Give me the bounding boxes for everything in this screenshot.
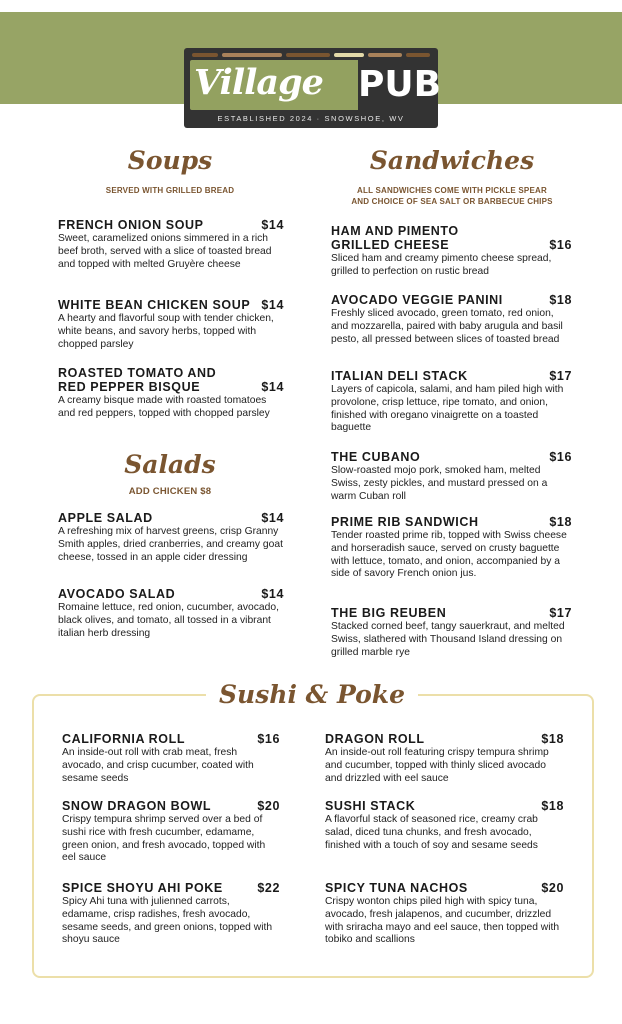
- logo-village-text: Village: [194, 62, 323, 103]
- menu-item: [58, 218, 284, 271]
- item-description: Romaine lettuce, red onion, cucumber, avocado, black olives, and tomato, all tossed in a vibrant italian herb dressing: [58, 602, 279, 639]
- item-name: SUSHI STACK: [325, 799, 416, 813]
- village-pub-logo: [184, 48, 442, 128]
- logo-stripe: [368, 53, 402, 57]
- item-description: A refreshing mix of harvest greens, crisp Granny Smith apples, dried cranberries, and creamy goat cheese, tossed in an apple cider dressing: [58, 526, 283, 563]
- item-price: $14: [261, 298, 284, 312]
- item-price: $17: [549, 369, 572, 383]
- item-name: WHITE BEAN CHICKEN SOUP: [58, 298, 251, 312]
- item-price: $16: [549, 238, 572, 252]
- item-name: DRAGON ROLL: [325, 732, 425, 746]
- menu-item: [331, 450, 572, 503]
- item-description: A flavorful stack of seasoned rice, creamy crab salad, diced tuna chunks, and fresh avocado, finished with a touch of soy and sesame seeds: [325, 814, 538, 851]
- item-description: A hearty and flavorful soup with tender chicken, white beans, and savory herbs, topped with chopped parsley: [58, 313, 274, 350]
- item-description: An inside-out roll with crab meat, fresh avocado, and crisp cucumber, coated with sesame seeds: [62, 747, 254, 784]
- menu-item: [62, 881, 280, 947]
- item-name: ROASTED TOMATO AND RED PEPPER BISQUE: [58, 366, 217, 394]
- menu-item: [331, 515, 572, 581]
- item-name: AVOCADO VEGGIE PANINI: [331, 293, 503, 307]
- item-name: THE CUBANO: [331, 450, 421, 464]
- item-price: $20: [257, 799, 280, 813]
- item-name: SPICE SHOYU AHI POKE: [62, 881, 223, 895]
- menu-item: [331, 224, 572, 279]
- item-price: $20: [541, 881, 564, 895]
- item-description: An inside-out roll featuring crispy tempura shrimp and cucumber, topped with thinly sliced avocado and drizzled with eel sauce: [325, 747, 549, 784]
- menu-item: [325, 799, 564, 852]
- soups-subtitle: SERVED WITH GRILLED BREAD: [105, 186, 235, 195]
- menu-item: [58, 587, 284, 640]
- item-name: SNOW DRAGON BOWL: [62, 799, 212, 813]
- item-description: Crispy tempura shrimp served over a bed of sushi rice with fresh cucumber, edamame, green onion, and fresh avocado, topped with eel sauce: [62, 814, 266, 864]
- logo-stripe: [406, 53, 430, 57]
- menu-item: [331, 606, 572, 659]
- menu-item: [58, 511, 284, 564]
- item-name: PRIME RIB SANDWICH: [331, 515, 479, 529]
- item-price: $18: [541, 799, 564, 813]
- menu-item: [325, 732, 564, 785]
- item-name: APPLE SALAD: [58, 511, 153, 525]
- item-price: $14: [261, 511, 284, 525]
- salads-heading: Salads: [124, 450, 216, 479]
- logo-tagline: ESTABLISHED 2024 · SNOWSHOE, WV: [217, 114, 405, 123]
- logo-panel: [190, 60, 442, 110]
- item-price: $18: [541, 732, 564, 746]
- item-name: THE BIG REUBEN: [331, 606, 447, 620]
- menu-item: [58, 366, 284, 421]
- item-price: $18: [549, 293, 572, 307]
- item-description: Crispy wonton chips piled high with spicy tuna, avocado, fresh jalapenos, and cucumber, drizzled with sriracha mayo and eel sauce, then topped with tobiko and scallions: [325, 896, 560, 946]
- menu-item: [331, 293, 572, 346]
- logo-stripe: [222, 53, 282, 57]
- item-description: Layers of capicola, salami, and ham piled high with provolone, crisp lettuce, ripe tomato, and onion, finished with oregano vinaigrette on a toasted baguette: [331, 384, 564, 434]
- item-description: Spicy Ahi tuna with julienned carrots, edamame, crisp radishes, fresh avocado, sesame seeds, and green onions, topped with shoyu sauce: [62, 896, 273, 946]
- item-price: $14: [261, 218, 284, 232]
- menu-item: [58, 298, 284, 351]
- item-description: Freshly sliced avocado, green tomato, red onion, and mozzarella, paired with baby arugula and basil pesto, all pressed between slices of toasted bread: [331, 308, 563, 345]
- item-description: Tender roasted prime rib, topped with Swiss cheese and horseradish sauce, served on crusty baguette with lettuce, tomato, and onion, accompanied by a side of savory French onion jus.: [331, 530, 567, 580]
- item-description: A creamy bisque made with roasted tomatoes and red peppers, topped with chopped parsley: [58, 395, 270, 419]
- logo-stripe: [334, 53, 364, 57]
- item-price: $18: [549, 515, 572, 529]
- item-name: FRENCH ONION SOUP: [58, 218, 204, 232]
- menu-item: [331, 369, 572, 435]
- logo-stripe: [286, 53, 330, 57]
- sandwiches-subtitle: ALL SANDWICHES COME WITH PICKLE SPEAR AND CHOICE OF SEA SALT OR BARBECUE CHIPS: [351, 186, 553, 206]
- item-price: $16: [549, 450, 572, 464]
- logo-stripe: [192, 53, 218, 57]
- item-description: Sliced ham and creamy pimento cheese spread, grilled to perfection on rustic bread: [331, 253, 552, 277]
- item-name: HAM AND PIMENTO GRILLED CHEESE: [331, 224, 459, 252]
- item-description: Sweet, caramelized onions simmered in a rich beef broth, served with a slice of toasted bread and topped with melted Gruyère cheese: [58, 233, 272, 270]
- soups-heading: Soups: [127, 146, 213, 175]
- item-price: $22: [257, 881, 280, 895]
- salads-subtitle: ADD CHICKEN $8: [128, 486, 212, 497]
- item-description: Slow-roasted mojo pork, smoked ham, melted Swiss, zesty pickles, and mustard pressed on a warm Cuban roll: [331, 465, 548, 502]
- item-price: $14: [261, 380, 284, 394]
- item-price: $14: [261, 587, 284, 601]
- menu-item: [62, 732, 280, 785]
- item-name: AVOCADO SALAD: [58, 587, 176, 601]
- sushi-heading: Sushi & Poke: [219, 680, 405, 709]
- item-description: Stacked corned beef, tangy sauerkraut, and melted Swiss, slathered with Thousand Island dressing on grilled marble rye: [331, 621, 565, 658]
- item-name: ITALIAN DELI STACK: [331, 369, 468, 383]
- item-name: CALIFORNIA ROLL: [62, 732, 186, 746]
- item-price: $17: [549, 606, 572, 620]
- item-price: $16: [257, 732, 280, 746]
- sandwiches-heading: Sandwiches: [369, 146, 535, 175]
- logo-pub-text: PUB: [358, 60, 432, 110]
- menu-item: [62, 799, 280, 865]
- menu-item: [325, 881, 564, 947]
- item-name: SPICY TUNA NACHOS: [325, 881, 468, 895]
